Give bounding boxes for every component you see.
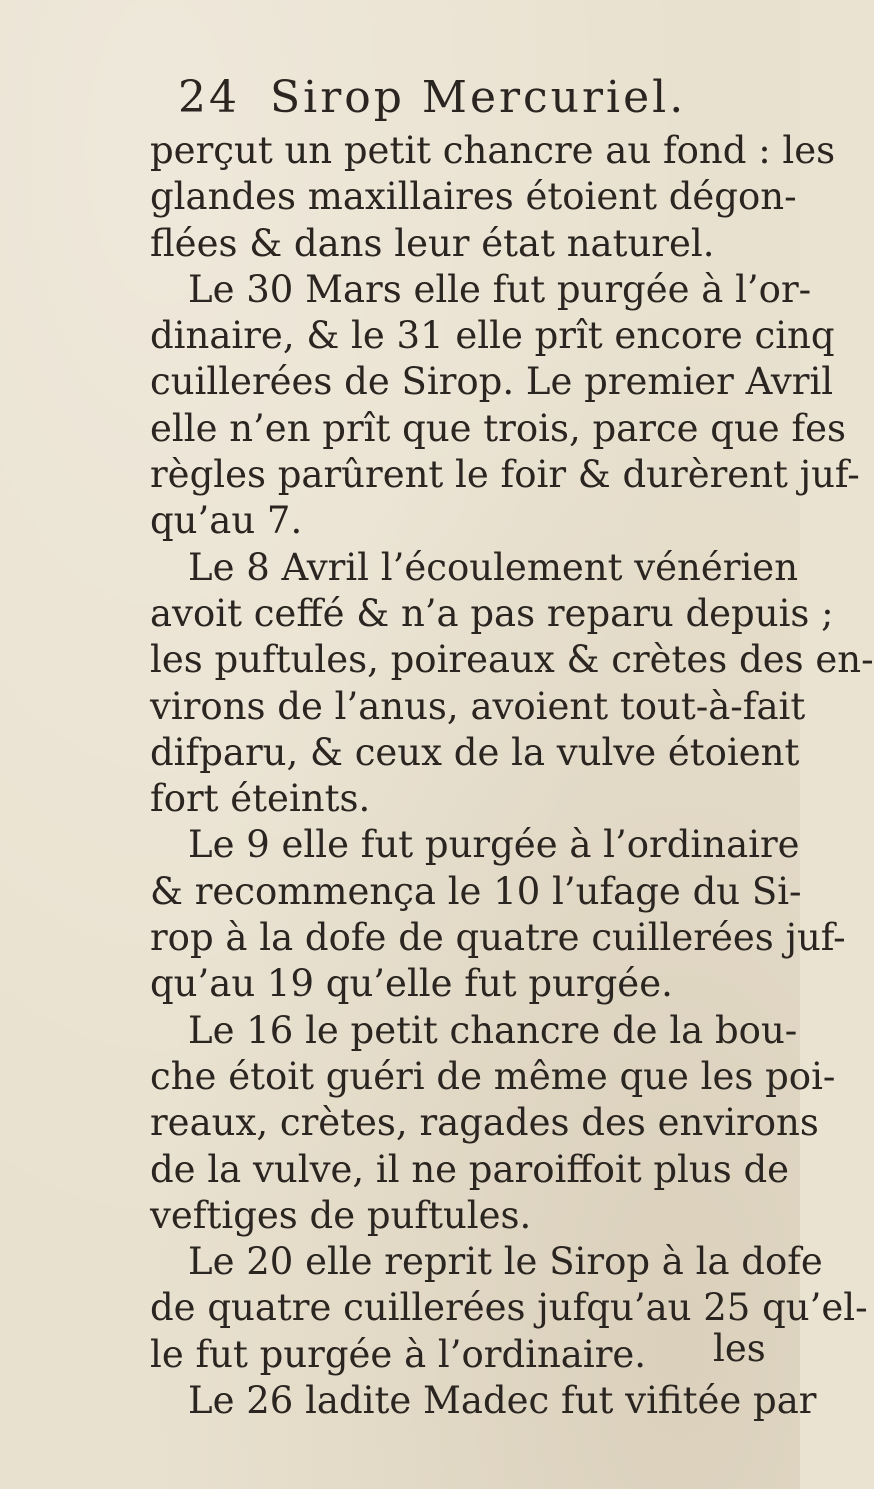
text-line: avoit ceffé & n’a pas reparu depuis ; (150, 591, 834, 635)
page-number: 24 (178, 72, 240, 123)
text-line: Le 8 Avril l’écoulement vénérien (188, 545, 799, 589)
text-line: qu’au 7. (150, 499, 303, 543)
text-line: fort éteints. (150, 777, 371, 821)
text-line: che étoit guéri de même que les poi- (150, 1054, 836, 1098)
catchword: les (713, 1327, 766, 1370)
running-header (178, 70, 686, 126)
text-line: de la vulve, il ne paroiffoit plus de (150, 1147, 790, 1191)
text-line: les puftules, poireaux & crètes des en- (150, 638, 874, 682)
text-line: cuillerées de Sirop. Le premier Avril (150, 360, 834, 404)
text-line: flées & dans leur état naturel. (150, 221, 715, 265)
text-line: elle n’en prît que trois, parce que fes (150, 406, 847, 450)
text-line: dinaire, & le 31 elle prît encore cinq (150, 314, 835, 358)
text-line: virons de l’anus, avoient tout-à-fait (150, 684, 806, 728)
text-line: & recommença le 10 l’ufage du Si- (150, 869, 802, 913)
text-line: de quatre cuillerées jufqu’au 25 qu’el- (150, 1286, 868, 1330)
text-line: qu’au 19 qu’elle fut purgée. (150, 962, 673, 1006)
text-line: Le 9 elle fut purgée à l’ordinaire (188, 823, 800, 867)
body-text (150, 128, 874, 1424)
text-line: Le 26 ladite Madec fut vifitée par (188, 1379, 817, 1423)
text-line: rop à la dofe de quatre cuillerées juf- (150, 916, 846, 960)
text-line: règles parûrent le foir & durèrent juf- (150, 453, 860, 497)
text-line: Le 16 le petit chancre de la bou- (188, 1008, 798, 1052)
text-line: perçut un petit chancre au fond : les (150, 129, 836, 172)
text-line: Le 30 Mars elle fut purgée à l’or- (188, 267, 812, 311)
text-line: difparu, & ceux de la vulve étoient (150, 730, 800, 774)
text-line: reaux, crètes, ragades des environs (150, 1101, 819, 1145)
text-line: veftiges de puftules. (150, 1193, 532, 1237)
text-line: le fut purgée à l’ordinaire. (150, 1332, 647, 1376)
text-line: glandes maxillaires étoient dégon- (150, 175, 797, 219)
running-title: Sirop Mercuriel. (270, 72, 687, 123)
text-line: Le 20 elle reprit le Sirop à la dofe (188, 1240, 823, 1284)
